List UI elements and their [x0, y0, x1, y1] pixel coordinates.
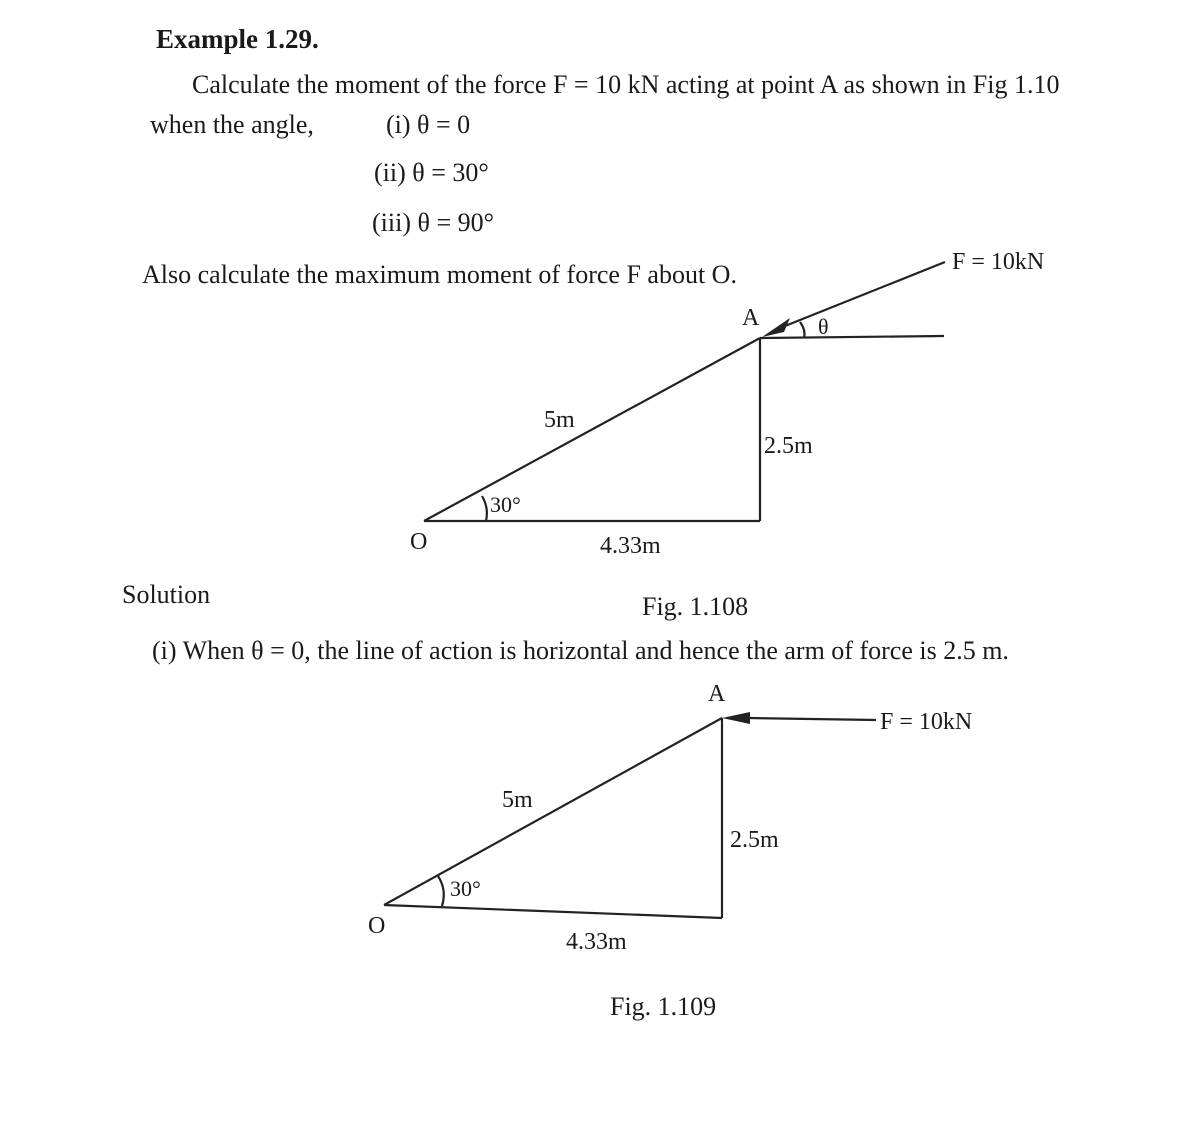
fig1-hyp-label: 5m	[544, 407, 575, 433]
fig2-point-a: A	[708, 681, 726, 707]
fig2-hyp-label: 5m	[502, 787, 533, 813]
case-i: (i) θ = 0	[386, 110, 471, 139]
fig2-base	[384, 905, 722, 918]
fig1-caption: Fig. 1.108	[642, 592, 749, 621]
solution-heading: Solution	[122, 580, 211, 609]
fig2-origin: O	[368, 913, 386, 939]
problem-line-1: Calculate the moment of the force F = 10 kN acting at point A as shown in Fig 1.10	[192, 70, 1060, 99]
fig1-base-label: 4.33m	[600, 533, 661, 559]
fig1-force-label: F = 10kN	[952, 249, 1045, 275]
fig1-vert-label: 2.5m	[764, 433, 813, 459]
fig2-force-line	[748, 718, 876, 720]
problem-line-2: when the angle,	[150, 110, 314, 139]
fig2-angle-arc	[438, 876, 444, 906]
fig2-force-label: F = 10kN	[880, 709, 973, 735]
case-ii: (ii) θ = 30°	[374, 158, 489, 187]
fig1-angle-label: 30°	[490, 492, 521, 517]
fig2-base-label: 4.33m	[566, 929, 627, 955]
fig1-origin: O	[410, 529, 428, 555]
fig2-force-arrowhead	[722, 712, 750, 724]
case-iii: (iii) θ = 90°	[372, 208, 495, 237]
example-title: Example 1.29.	[156, 24, 319, 54]
fig1-point-a: A	[742, 305, 760, 331]
fig2-hypotenuse	[384, 718, 722, 905]
fig2-angle-label: 30°	[450, 876, 481, 901]
solution-case-i: (i) When θ = 0, the line of action is horizontal and hence the arm of force is 2.5 m.	[152, 636, 1009, 665]
fig2-caption: Fig. 1.109	[610, 992, 717, 1021]
problem-line-3: Also calculate the maximum moment of force F about O.	[142, 260, 737, 289]
fig2-vert-label: 2.5m	[730, 827, 779, 853]
fig1-theta: θ	[818, 314, 829, 339]
